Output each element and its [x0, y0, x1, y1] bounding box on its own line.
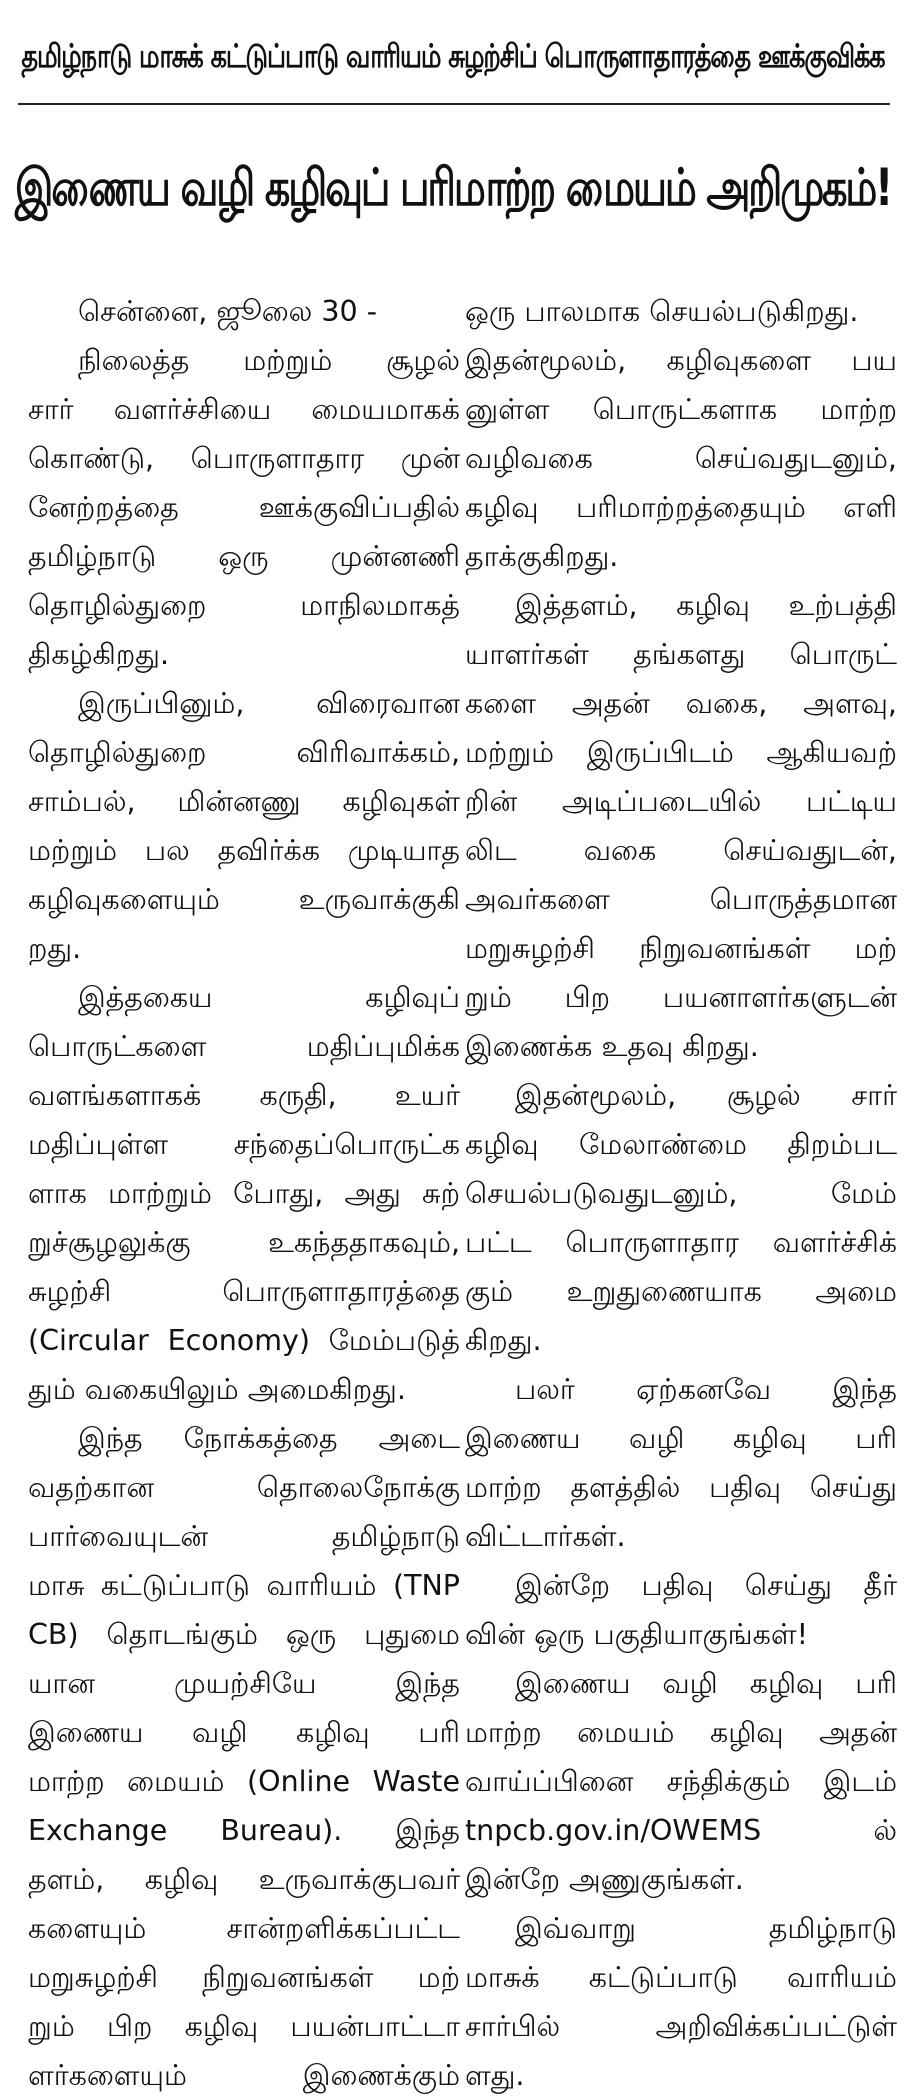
article-text-line: இணைய வழி கழிவு பரி	[515, 1667, 897, 1700]
article-text-line: னுள்ள பொருட்களாக மாற்ற	[465, 393, 897, 426]
article-text-line: பலர் ஏற்கனவே இந்த	[515, 1373, 897, 1406]
article-text-line: அவர்களை பொருத்தமான	[465, 883, 897, 916]
article-column-left	[28, 287, 460, 2100]
article-text-line: மாற்ற மையம் கழிவு அதன்	[465, 1716, 897, 1749]
article-text-line: வதற்கான தொலைநோக்கு	[28, 1471, 460, 1504]
article-text-line: இத்தளம், கழிவு உற்பத்தி	[515, 589, 897, 622]
article-text-line: தொழில்துறை மாநிலமாகத்	[28, 589, 460, 622]
article-text-line: வளங்களாகக் கருதி, உயர்	[28, 1079, 460, 1112]
article-text-line: றும் பிற கழிவு பயன்பாட்டா	[28, 2010, 460, 2043]
article-text-line: சாம்பல், மின்னணு கழிவுகள்	[28, 785, 460, 818]
article-column-right	[465, 287, 897, 2100]
article-text-line: வாய்ப்பினை சந்திக்கும் இடம்	[465, 1765, 897, 1798]
article-text-line: றும் பிற பயனாளர்களுடன்	[465, 981, 897, 1014]
article-text-line: வழிவகை செய்வதுடனும்,	[465, 442, 897, 475]
article-text-line: கிறது.	[465, 1324, 542, 1357]
article-text-line: பட்ட பொருளாதார வளர்ச்சிக்	[465, 1226, 897, 1259]
article-kicker: தமிழ்நாடு மாசுக் கட்டுப்பாடு வாரியம் சுழற்சிப் பொருளாதாரத்தை ஊக்குவிக்க	[21, 38, 885, 76]
article-text-line: tnpcb.gov.in/OWEMS ல்	[465, 1814, 897, 1847]
article-text-line: தளம், கழிவு உருவாக்குபவர்	[28, 1863, 460, 1896]
article-text-line: விட்டார்கள்.	[465, 1520, 626, 1553]
article-text-line: கும் உறுதுணையாக அமை	[465, 1275, 897, 1308]
article-text-line: லிட வகை செய்வதுடன்,	[465, 834, 897, 867]
article-text-line: Exchange Bureau). இந்த	[28, 1814, 460, 1847]
article-text-line: இந்த நோக்கத்தை அடை	[78, 1422, 460, 1455]
article-text-line: றது.	[28, 932, 82, 965]
article-text-line: தாக்குகிறது.	[465, 540, 619, 573]
article-text-line: மறுசுழற்சி நிறுவனங்கள் மற்	[28, 1961, 460, 1994]
article-text-line: யாளர்கள் தங்களது பொருட்	[465, 638, 897, 671]
article-text-line: சார் வளர்ச்சியை மையமாகக்	[28, 393, 460, 426]
article-text-line: தொழில்துறை விரிவாக்கம்,	[28, 736, 460, 769]
article-text-line: இணைய வழி கழிவு பரி	[465, 1422, 897, 1455]
article-text-line: மறுசுழற்சி நிறுவனங்கள் மற்	[465, 932, 897, 965]
article-text-line: ளது.	[465, 2059, 525, 2092]
article-text-line: மாற்ற மையம் (Online Waste	[28, 1765, 460, 1798]
article-text-line: கொண்டு, பொருளாதார முன்	[28, 442, 460, 475]
article-text-line: தமிழ்நாடு ஒரு முன்னணி	[28, 540, 460, 573]
article-text-line: பார்வையுடன் தமிழ்நாடு	[28, 1520, 460, 1553]
article-text-line: கழிவு மேலாண்மை திறம்பட	[465, 1128, 897, 1161]
headline-divider	[18, 103, 890, 105]
article-text-line: இத்தகைய கழிவுப்	[78, 981, 460, 1014]
article-text-line: மற்றும் பல தவிர்க்க முடியாத	[28, 834, 460, 867]
article-text-line: மாசு கட்டுப்பாடு வாரியம் (TNP	[28, 1569, 460, 1602]
article-text-line: வின் ஒரு பகுதியாகுங்கள்!	[465, 1618, 809, 1651]
article-text-line: CB) தொடங்கும் ஒரு புதுமை	[28, 1618, 460, 1651]
article-text-line: கழிவு பரிமாற்றத்தையும் எளி	[465, 491, 897, 524]
article-text-line: இணைய வழி கழிவு பரி	[28, 1716, 460, 1749]
article-text-line: களை அதன் வகை, அளவு,	[465, 687, 897, 720]
article-text-line: றுச்சூழலுக்கு உகந்ததாகவும்,	[28, 1226, 460, 1259]
article-text-line: னேற்றத்தை ஊக்குவிப்பதில்	[28, 491, 460, 524]
article-text-line: இதன்மூலம், சூழல் சார்	[515, 1079, 897, 1112]
article-text-line: சார்பில் அறிவிக்கப்பட்டுள்	[465, 2010, 897, 2043]
article-text-line: களையும் சான்றளிக்கப்பட்ட	[28, 1912, 460, 1945]
article-text-line: மதிப்புள்ள சந்தைப்பொருட்க	[28, 1128, 460, 1161]
article-text-line: கழிவுகளையும் உருவாக்குகி	[28, 883, 460, 916]
article-text-line: (Circular Economy) மேம்படுத்	[28, 1324, 460, 1357]
article-text-line: சென்னை, ஜூலை 30 -	[78, 295, 377, 328]
article-text-line: செயல்படுவதுடனும், மேம்	[465, 1177, 897, 1210]
article-text-line: இன்றே பதிவு செய்து தீர்	[515, 1569, 897, 1602]
article-text-line: மாசுக் கட்டுப்பாடு வாரியம்	[465, 1961, 897, 1994]
article-text-line: ளர்களையும் இணைக்கும்	[28, 2059, 460, 2092]
article-text-line: இருப்பினும், விரைவான	[78, 687, 460, 720]
article-text-line: றின் அடிப்படையில் பட்டிய	[465, 785, 897, 818]
article-headline: இணைய வழி கழிவுப் பரிமாற்ற மையம் அறிமுகம்!	[14, 158, 892, 219]
article-text-line: இன்றே அணுகுங்கள்.	[465, 1863, 744, 1896]
article-text-line: ஒரு பாலமாக செயல்படுகிறது.	[465, 295, 859, 328]
article-text-line: நிலைத்த மற்றும் சூழல்	[78, 344, 460, 377]
article-text-line: பொருட்களை மதிப்புமிக்க	[28, 1030, 460, 1063]
article-text-line: மாற்ற தளத்தில் பதிவு செய்து	[465, 1471, 897, 1504]
article-text-line: இணைக்க உதவு கிறது.	[465, 1030, 759, 1063]
article-text-line: ளாக மாற்றும் போது, அது சுற்	[28, 1177, 460, 1210]
article-text-line: மற்றும் இருப்பிடம் ஆகியவற்	[465, 736, 897, 769]
article-text-line: சுழற்சி பொருளாதாரத்தை	[28, 1275, 460, 1308]
article-text-line: இவ்வாறு தமிழ்நாடு	[515, 1912, 897, 1945]
article-text-line: யான முயற்சியே இந்த	[28, 1667, 460, 1700]
article-text-line: திகழ்கிறது.	[28, 638, 170, 671]
article-text-line: தும் வகையிலும் அமைகிறது.	[28, 1373, 406, 1406]
article-text-line: இதன்மூலம், கழிவுகளை பய	[465, 344, 897, 377]
